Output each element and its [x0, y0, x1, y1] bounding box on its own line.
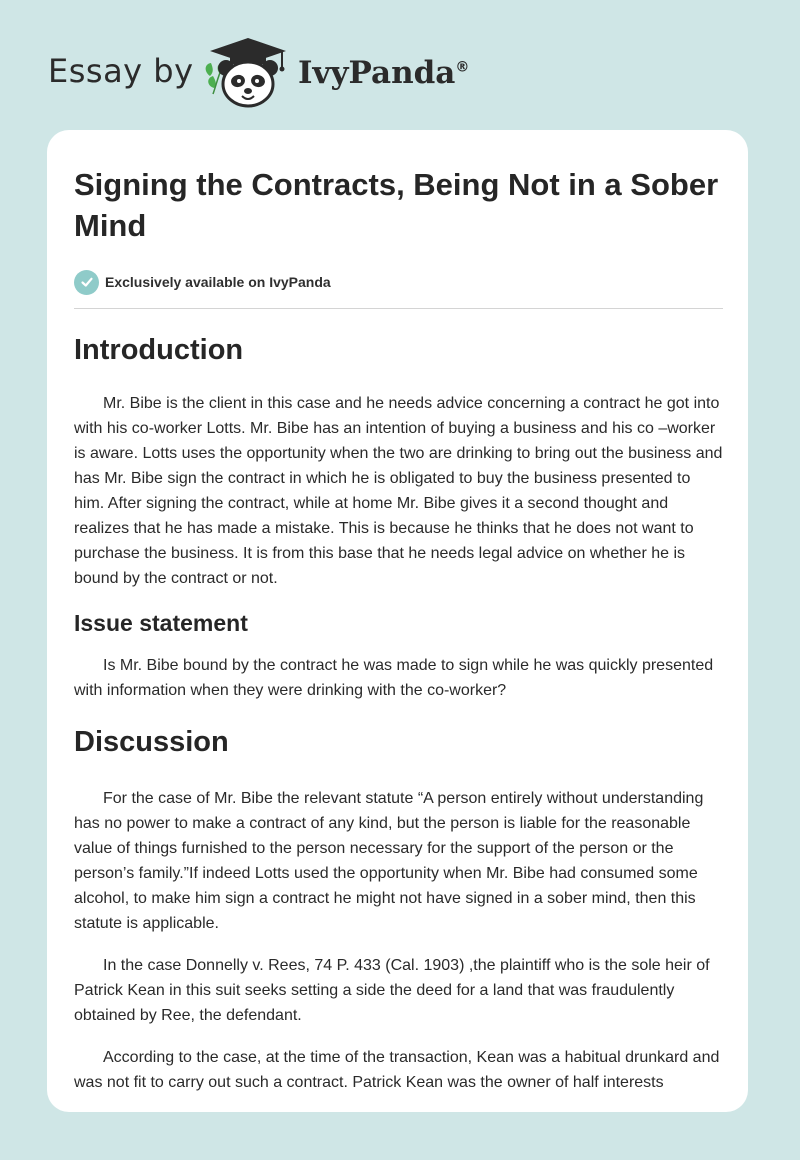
exclusive-badge	[74, 269, 723, 295]
brand-text: IvyPanda	[298, 55, 456, 91]
site-header	[0, 0, 800, 130]
paragraph: In the case Donnelly v. Rees, 74 P. 433 (Cal. 1903) ,the plaintiff who is the sole heir of Patrick Kean in this suit seeks setting a side the deed for a land that was fraudulently obtained by Ree, the defendant.	[74, 957, 710, 1024]
paragraph: Is Mr. Bibe bound by the contract he was made to sign while he was quickly presented with information when they were drinking with the co-worker?	[74, 657, 714, 699]
paragraph: For the case of Mr. Bibe the relevant statute “A person entirely without understanding has no power to make a contract of any kind, but the person is liable for the reasonable value of things furnished to the person necessary for the support of the person or the person’s family.”If indeed Lotts used the opportunity when Mr. Bibe had consumed some alcohol, to make him sign a contract he might not have signed in a sober mind, then this statute is applicable.	[74, 790, 704, 932]
section-heading-discussion: Discussion	[74, 726, 229, 758]
check-circle-icon	[74, 270, 99, 295]
page-title: Signing the Contracts, Being Not in a Sober Mind	[74, 167, 719, 243]
brand-name[interactable]	[298, 55, 469, 91]
paragraph: Mr. Bibe is the client in this case and he needs advice concerning a contract he got into with his co-worker Lotts. Mr. Bibe has an intention of buying a business and his co –worker is aware. Lotts uses the opportunity when the two are drinking to bring out the business and has Mr. Bibe sign the contract in which he is obligated to buy the business presented to him. After signing the contract, while at home Mr. Bibe gives it a second thought and realizes that he has made a mistake. This is because he thinks that he does not want to purchase the business. It is from this base that he needs legal advice on whether he is bound by the contract or not.	[74, 395, 723, 587]
essay-content	[74, 164, 723, 1095]
registered-mark: ®	[455, 59, 470, 76]
divider	[74, 308, 723, 309]
section-heading-introduction: Introduction	[74, 334, 244, 366]
section-heading-issue-statement: Issue statement	[74, 610, 248, 636]
panda-graduate-icon	[200, 36, 296, 110]
essay-by-label: Essay by	[48, 52, 194, 90]
badge-label: Exclusively available on IvyPanda	[105, 274, 331, 290]
essay-card	[47, 130, 748, 1112]
paragraph: According to the case, at the time of the transaction, Kean was a habitual drunkard and was not fit to carry out such a contract. Patrick Kean was the owner of half interests	[74, 1049, 720, 1091]
